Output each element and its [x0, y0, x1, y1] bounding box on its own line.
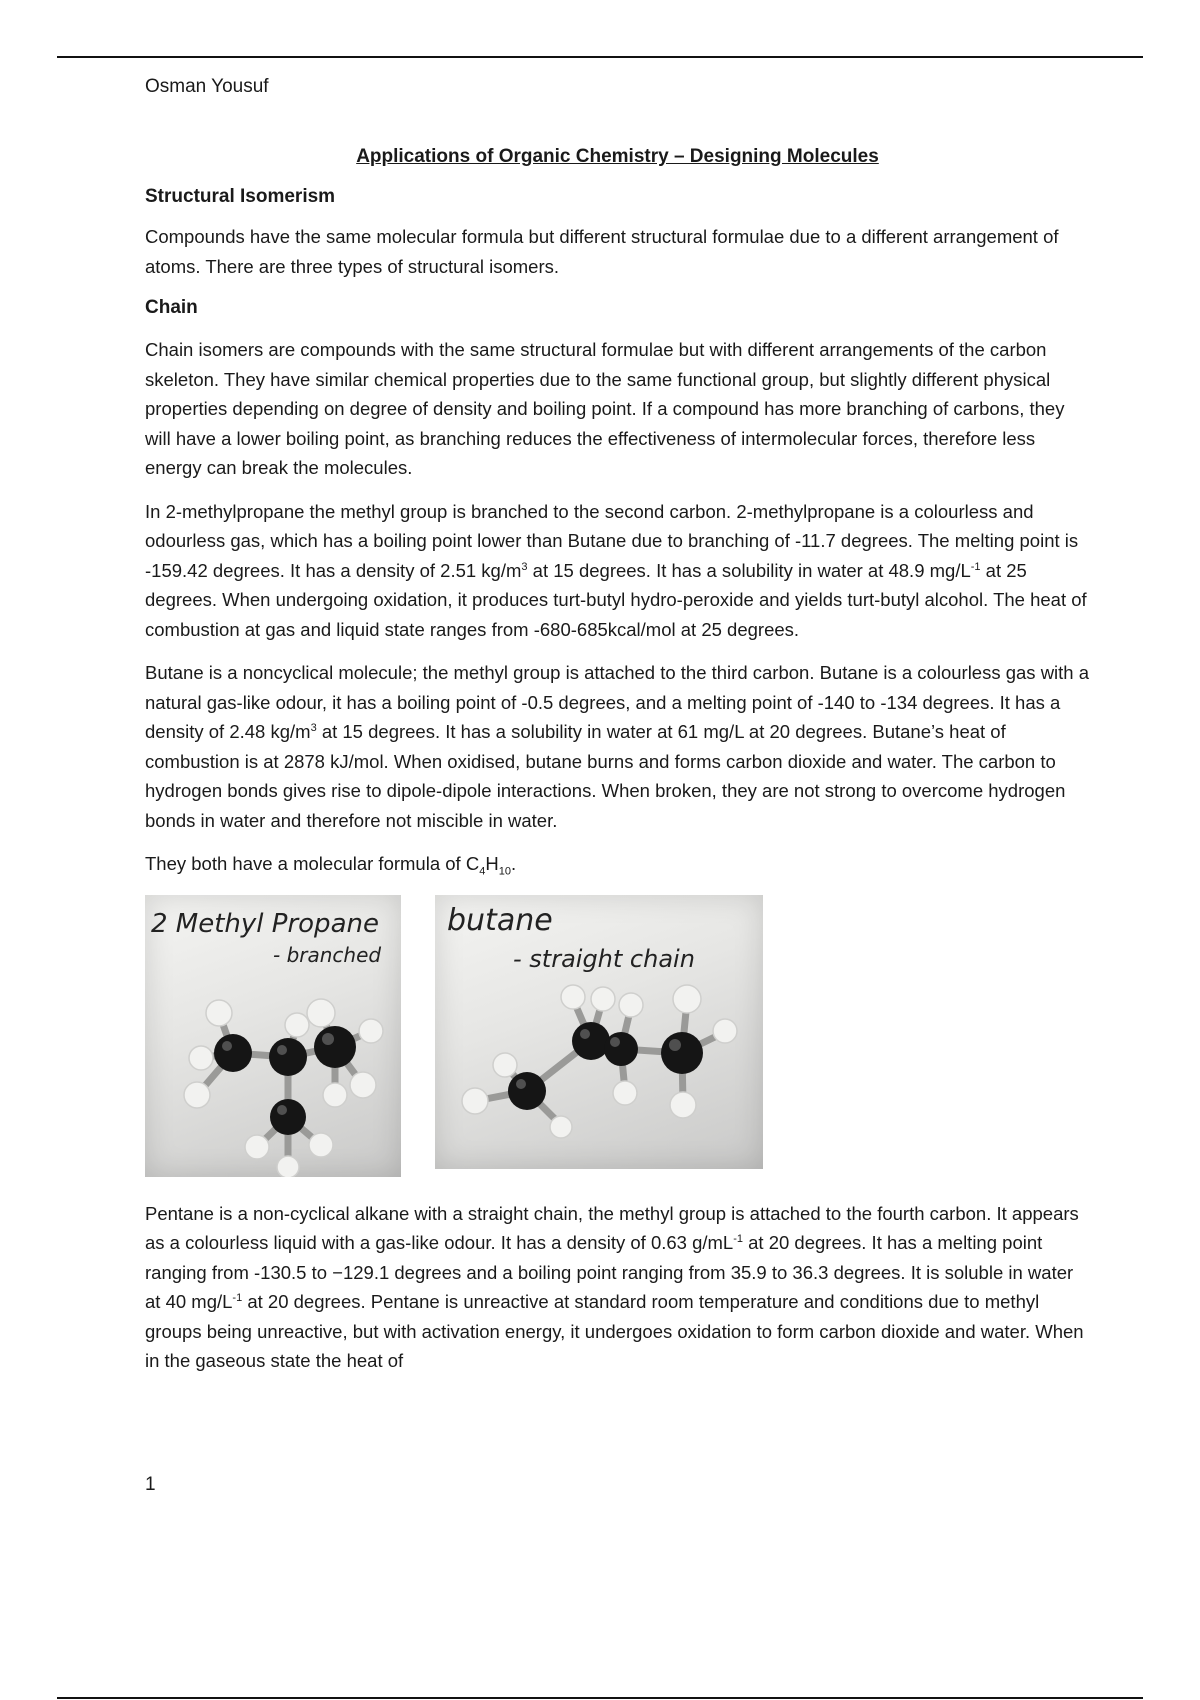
formula-paragraph: They both have a molecular formula of $C_4H_{10}$. — [145, 853, 517, 878]
section-heading: Structural Isomerism — [145, 186, 336, 207]
document-body — [145, 70, 1090, 1376]
document-title: Applications of Organic Chemistry – Designing Molecules — [356, 146, 879, 167]
footer-rule — [57, 1697, 1143, 1699]
page-number: 1 — [145, 1474, 156, 1495]
header-rule — [57, 56, 1143, 58]
author-name: Osman Yousuf — [145, 76, 269, 97]
molecule-figures — [145, 895, 1090, 1185]
pentane-paragraph: Pentane is a non-cyclical alkane with a straight chain, the methyl group is attached to the fourth carbon. It appears as a colourless liquid with a gas-like odour. It has a density of 0.63 $g/mL^{-1}$ at 20 degrees. It has a melting point ranging from -130.5 to −129.1 degrees and a boiling point ranging from 35.9 to 36.3 degrees. It is soluble in water at 40 $mg/L^{-1}$ at 20 degrees. Pentane is unreactive at standard room temperature and conditions due to methyl groups being unreactive, but with activation energy, it undergoes oxidation to form carbon dioxide and water. When in the gaseous state the heat of — [145, 1202, 1084, 1371]
butane-model-photo: butane - straight chain — [435, 895, 763, 1169]
methylpropane-paragraph: In 2-methylpropane the methyl group is branched to the second carbon. 2-methylpropane is a colourless and odourless gas, which has a boiling point lower than Butane due to branching of -11.7 degrees. The melting point is -159.42 degrees. It has a density of 2.51 $kg/m^3$ at 15 degrees. It has a solubility in water at 48.9 $mg/L^{-1}$ at 25 degrees. When undergoing oxidation, it produces turt-butyl hydro-peroxide and yields turt-butyl alcohol. The heat of combustion at gas and liquid state ranges from -680-685kcal/mol at 25 degrees. — [145, 500, 1087, 640]
butane-paragraph: Butane is a noncyclical molecule; the methyl group is attached to the third carbon. Butane is a colourless gas with a natural gas-like odour, it has a boiling point of -0.5 degrees, and a melting point of -140 to -134 degrees. It has a density of 2.48 $kg/m^3$ at 15 degrees. It has a solubility in water at 61 mg/L at 20 degrees. Butane’s heat of combustion is at 2878 kJ/mol. When oxidised, butane burns and forms carbon dioxide and water. The carbon to hydrogen bonds gives rise to dipole-dipole interactions. When broken, they are not strong to overcome hydrogen bonds in water and therefore not miscible in water. — [145, 662, 1090, 831]
chain-paragraph: Chain isomers are compounds with the same structural formulae but with different arrangements of the carbon skeleton. They have similar chemical properties due to the same functional group, but slightly different physical properties depending on degree of density and boiling point. If a compound has more branching of carbons, they will have a lower boiling point, as branching reduces the effectiveness of intermolecular forces, therefore less energy can break the molecules. — [145, 339, 1065, 478]
methylpropane-model-photo: 2 Methyl Propane - branched — [145, 895, 401, 1177]
intro-paragraph: Compounds have the same molecular formula but different structural formulae due to a different arrangement of atoms. There are three types of structural isomers. — [145, 226, 1059, 277]
chain-subheading: Chain — [145, 297, 198, 318]
